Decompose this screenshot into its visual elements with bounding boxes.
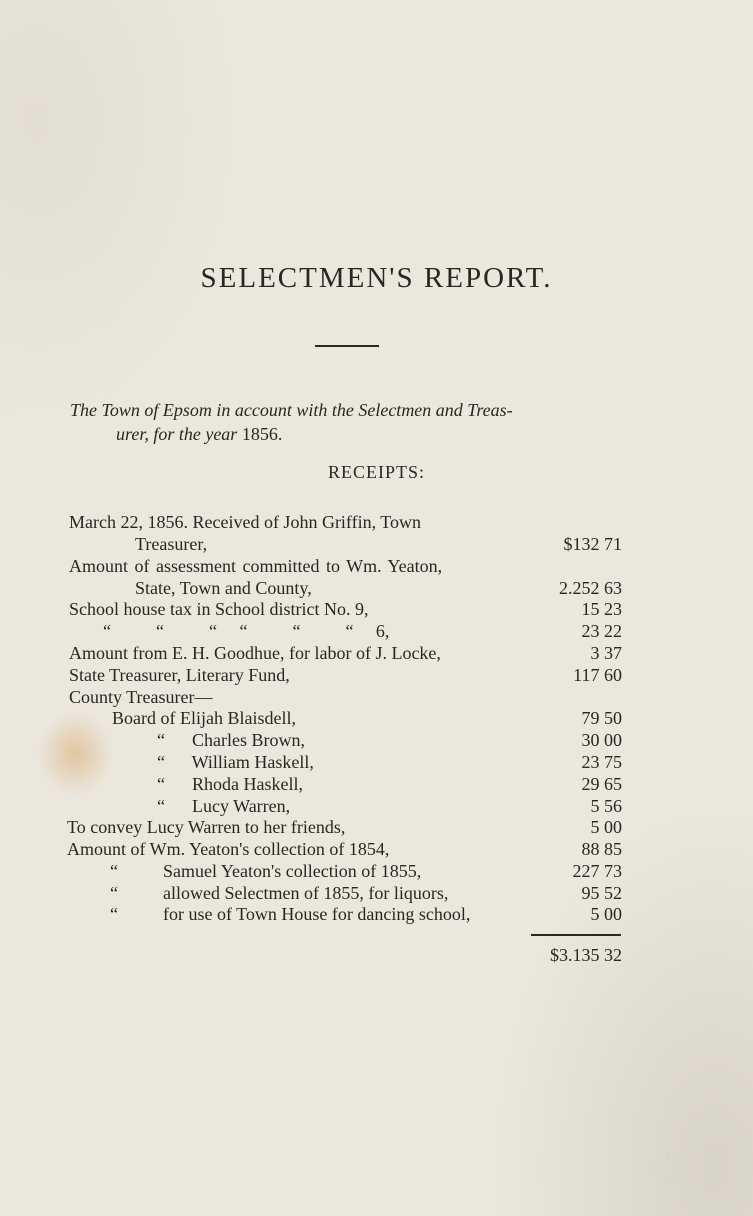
receipt-line-text: “ William Haskell, [157, 752, 314, 772]
receipt-line-text: “ allowed Selectmen of 1855, for liquors, [110, 883, 449, 903]
receipt-line-text: School house tax in School district No. 9, [69, 599, 369, 619]
receipt-line-text: To convey Lucy Warren to her friends, [67, 817, 346, 837]
receipt-line-amount: 95 52 [581, 883, 622, 903]
intro-line-1: The Town of Epsom in account with the Selectmen and Treas- [70, 400, 513, 420]
receipt-line-amount: 23 75 [581, 752, 622, 772]
receipt-line-text: Amount of assessment committed to Wm. Yeaton, [69, 556, 443, 576]
receipt-line-text: March 22, 1856. Received of John Griffin, Town [69, 512, 422, 532]
receipt-line-amount: 30 00 [581, 730, 622, 750]
receipt-line-text: State, Town and County, [135, 578, 312, 598]
receipt-line-text: “ Rhoda Haskell, [157, 774, 303, 794]
receipt-line-amount: 3 37 [590, 643, 622, 663]
total-rule [531, 934, 621, 936]
receipt-line-text: “ for use of Town House for dancing school, [110, 904, 471, 924]
receipt-line-text: State Treasurer, Literary Fund, [69, 665, 290, 685]
receipt-line-text: “ Samuel Yeaton's collection of 1855, [110, 861, 422, 881]
intro-line-2: urer, for the year 1856. [116, 424, 283, 444]
receipts-heading: RECEIPTS: [327, 462, 425, 482]
receipt-line-text: Treasurer, [135, 534, 208, 554]
receipt-line-text: County Treasurer— [69, 687, 213, 707]
receipt-line-text: Board of Elijah Blaisdell, [112, 708, 296, 728]
receipt-line-amount: 2.252 63 [559, 578, 622, 598]
receipt-line-text: Amount of Wm. Yeaton's collection of 1854, [67, 839, 390, 859]
receipt-line-ditto: “ “ “ “ “ “ 6, [103, 621, 390, 641]
report-title: SELECTMEN'S REPORT. [200, 262, 553, 294]
title-rule [315, 345, 379, 347]
receipt-line-amount: 88 85 [581, 839, 622, 859]
receipt-line-amount: 227 73 [572, 861, 622, 881]
receipt-line-amount: 23 22 [581, 621, 622, 641]
receipt-line-text: “ Lucy Warren, [157, 796, 291, 816]
receipt-line-text: Amount from E. H. Goodhue, for labor of J. Locke, [69, 643, 441, 663]
receipts-total: $3.135 32 [550, 945, 622, 965]
intro-paragraph [70, 398, 630, 446]
receipt-line-amount: 79 50 [581, 708, 622, 728]
intro-year: 1856. [241, 424, 283, 444]
receipt-line-amount: 29 65 [581, 774, 622, 794]
receipt-line-amount: 5 00 [590, 817, 622, 837]
receipt-line-text: “ Charles Brown, [157, 730, 305, 750]
receipt-line-amount: 5 00 [590, 904, 622, 924]
receipt-line-amount: 5 56 [590, 796, 622, 816]
receipt-line-amount: $132 71 [563, 534, 622, 554]
receipt-line-amount: 117 60 [573, 665, 622, 685]
receipt-line-amount: 15 23 [581, 599, 622, 619]
